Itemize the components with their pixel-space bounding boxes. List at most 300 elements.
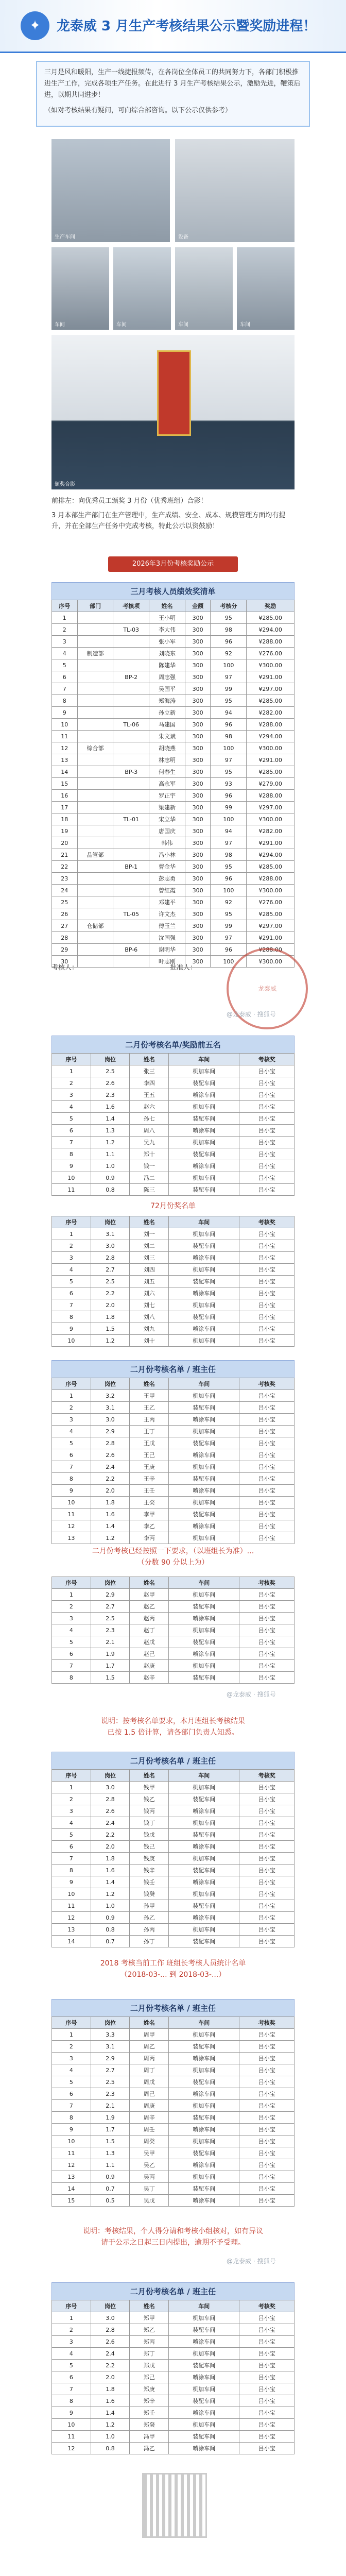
table-cell: 吕小宝 [239,1125,295,1137]
table-cell: 11 [52,1509,91,1520]
table-cell: TL-01 [113,814,149,825]
table-cell: 20 [52,837,78,849]
table-cell: 机加车间 [169,1924,239,1936]
table-header-row [52,1770,295,1782]
table-cell: 1.7 [91,1660,130,1672]
table-cell: 郑戊 [130,2360,169,2371]
table-cell: 邓建平 [149,896,185,908]
table-cell: 17 [52,802,78,814]
watermark: @龙泰威 · 搜狐号 [227,1011,276,1018]
table-cell: 张三 [130,1065,169,1077]
table-cell: 吕小宝 [239,1172,295,1184]
table-cell: 1.8 [91,1853,130,1865]
table-cell [77,731,113,742]
table-cell: BP-3 [113,766,149,778]
table-cell: 郑乙 [130,2324,169,2336]
caption-line1: 前排左：向优秀员工颁奖 3 月份（优秀班组）合影！ [51,497,207,505]
table-cell: 2.6 [91,1805,130,1817]
table-row [52,1065,295,1077]
table-cell: 装配车间 [169,1113,239,1125]
table-cell: 3.0 [91,1414,130,1426]
table-cell: 吴国平 [149,683,185,695]
table-row [52,2360,295,2371]
stamp-text: 龙泰威 [257,985,276,992]
table-cell [113,802,149,814]
table-cell: 吕小宝 [239,2395,295,2407]
table-row [52,2171,295,2183]
table-cell: 赵辛 [130,1672,169,1684]
table-row [52,1184,295,1196]
column-header: 车间 [169,1770,239,1782]
photo-top-left [51,139,170,242]
table-cell: 2 [52,1793,91,1805]
table-cell: 3 [52,1252,91,1264]
table-cell: ¥288.00 [247,719,295,731]
table-row [52,1113,295,1125]
table-cell: 郑壬 [130,2407,169,2419]
column-header: 岗位 [91,1054,130,1065]
table-cell: 郑甲 [130,2312,169,2324]
table-cell: 机加车间 [169,1817,239,1829]
table-cell: 吕小宝 [239,2336,295,2348]
table-cell: 1.5 [91,1323,130,1335]
table-cell: 1 [52,2312,91,2324]
table-row [52,1865,295,1876]
table-cell: 4 [52,2348,91,2360]
column-header: 序号 [52,1378,91,1390]
table-cell: 0.5 [91,2195,130,2207]
table-cell: 吕小宝 [239,1601,295,1613]
table-row [52,754,295,766]
table-cell: 吕小宝 [239,1865,295,1876]
table-cell: 林志明 [149,754,185,766]
table-cell: 19 [52,825,78,837]
table-cell: 冯甲 [130,2431,169,2443]
table-row [52,1137,295,1148]
table-cell: 吴丙 [130,2171,169,2183]
table-cell: 赵戊 [130,1636,169,1648]
table-cell: 2.5 [91,1276,130,1287]
table-cell: 郑癸 [130,2419,169,2431]
table-cell: 吕小宝 [239,2195,295,2207]
table-row [52,1335,295,1347]
table-cell: 2 [52,2041,91,2053]
table-cell: 2.7 [91,2064,130,2076]
table-cell: 刘晓东 [149,648,185,659]
table-cell: 7 [52,1660,91,1672]
table-cell [77,861,113,873]
table-cell: 25 [52,896,78,908]
table-cell: 2.4 [91,1461,130,1473]
table-row [52,1520,295,1532]
table-cell: 97 [211,754,247,766]
table-cell: 24 [52,885,78,896]
table-cell: 吕小宝 [239,1888,295,1900]
table-cell: 11 [52,2147,91,2159]
table-cell: 周庚 [130,2100,169,2112]
table-cell [113,790,149,802]
column-header: 金额 [185,600,211,612]
table-cell: 12 [52,1520,91,1532]
table-cell: 李乙 [130,1520,169,1532]
table-cell [77,659,113,671]
table-cell: 吕小宝 [239,2147,295,2159]
column-header: 岗位 [91,1577,130,1589]
table-cell: 郑辛 [130,2395,169,2407]
sheet1-table [51,600,295,968]
table-cell: ¥288.00 [247,944,295,956]
table-cell: 装配车间 [169,2147,239,2159]
table-row [52,932,295,944]
table-cell: 吕小宝 [239,2064,295,2076]
table-cell: 1.4 [91,1876,130,1888]
table-cell: ¥288.00 [247,873,295,885]
column-header: 序号 [52,1577,91,1589]
table-cell: 王己 [130,1449,169,1461]
table-cell: 16 [52,790,78,802]
table-cell: 9 [52,2407,91,2419]
table-cell: 300 [185,766,211,778]
table-cell [77,719,113,731]
table-cell: 钱丙 [130,1805,169,1817]
table-cell: 装配车间 [169,2183,239,2195]
table-cell: 1.4 [91,1520,130,1532]
table-cell: 喷涂车间 [169,2053,239,2064]
table-cell: 300 [185,742,211,754]
table-cell: 1.8 [91,1497,130,1509]
table-cell: 吕小宝 [239,1782,295,1793]
table-cell: 叶志刚 [149,956,185,968]
table-cell: 李丙 [130,1532,169,1544]
table-cell [113,932,149,944]
table-cell: 吕小宝 [239,1287,295,1299]
column-header: 考核奖 [239,2300,295,2312]
table-cell: 王壬 [130,1485,169,1497]
table-row [52,2147,295,2159]
table-cell: 喷涂车间 [169,1449,239,1461]
table-cell: 300 [185,683,211,695]
table-cell: 5 [52,1113,91,1125]
table-cell [77,624,113,636]
table-cell [113,636,149,648]
table-cell: 9 [52,2124,91,2136]
table-cell: 300 [185,837,211,849]
table-cell: 喷涂车间 [169,1287,239,1299]
table-cell: 2.7 [91,1601,130,1613]
table-cell: 3 [52,1089,91,1101]
table-cell [113,837,149,849]
table-cell: 30 [52,956,78,968]
table-row [52,1276,295,1287]
table-cell: 吕小宝 [239,1853,295,1865]
table-cell: 孙立新 [149,707,185,719]
table-cell: 郑丙 [130,2336,169,2348]
table-cell: 喷涂车间 [169,1089,239,1101]
table-cell: 5 [52,1437,91,1449]
table-cell: 10 [52,2419,91,2431]
table-cell: ¥300.00 [247,742,295,754]
table-f [51,2016,295,2207]
table-cell: 1.0 [91,1160,130,1172]
table-row [52,1311,295,1323]
table-cell: 吕小宝 [239,1660,295,1672]
table-cell: 吕小宝 [239,1335,295,1347]
table-cell: 1.9 [91,1648,130,1660]
table-cell: 2.9 [91,1426,130,1437]
table-cell: 周甲 [130,2029,169,2041]
table-cell: 13 [52,754,78,766]
table-cell: 0.9 [91,2171,130,2183]
table-cell: 装配车间 [169,1936,239,1947]
table-cell: ¥297.00 [247,683,295,695]
table-row [52,837,295,849]
table-cell: 1.6 [91,1865,130,1876]
table-cell: 吕小宝 [239,1829,295,1841]
table-cell: 刘五 [130,1276,169,1287]
table-cell: 喷涂车间 [169,1323,239,1335]
table-cell: 装配车间 [169,1672,239,1684]
table-cell: 装配车间 [169,2324,239,2336]
table-cell: 3.0 [91,2312,130,2324]
table-cell: 1.4 [91,2407,130,2419]
table-cell: 赵甲 [130,1589,169,1601]
table-c [51,1378,295,1544]
column-header: 车间 [169,1378,239,1390]
column-header: 序号 [52,2017,91,2029]
table-cell: 8 [52,2112,91,2124]
table-cell: 装配车间 [169,1402,239,1414]
table-cell: 300 [185,849,211,861]
column-header: 岗位 [91,2017,130,2029]
table-cell: 孙七 [130,1113,169,1125]
column-header: 岗位 [91,1378,130,1390]
qr-code-icon [142,2473,207,2538]
table-cell: 7 [52,683,78,695]
table-cell: 3.1 [91,2041,130,2053]
table-cell: 94 [211,707,247,719]
table-cell: 1.2 [91,1888,130,1900]
table-cell [77,944,113,956]
table-cell: 2.9 [91,2053,130,2064]
table-row [52,1125,295,1137]
table-row [52,731,295,742]
table-cell: 朱文斌 [149,731,185,742]
table-row [52,825,295,837]
table-cell: ¥291.00 [247,932,295,944]
table-row [52,814,295,825]
table-cell: 张小军 [149,636,185,648]
table-cell: 1.2 [91,1532,130,1544]
table-cell: 96 [211,636,247,648]
table-cell: 机加车间 [169,2136,239,2147]
table-cell: 喷涂车间 [169,2336,239,2348]
table-cell: 喷涂车间 [169,1613,239,1624]
table-cell: 机加车间 [169,1461,239,1473]
table-cell: 周乙 [130,2041,169,2053]
table-row [52,2336,295,2348]
table-cell: 机加车间 [169,1426,239,1437]
table-cell [113,612,149,624]
table-cell: 吕小宝 [239,2348,295,2360]
table-a [51,1053,295,1196]
table-cell: 8 [52,1311,91,1323]
table-cell: 2.0 [91,1485,130,1497]
table-cell: 15 [52,2195,91,2207]
table-cell: 吕小宝 [239,1426,295,1437]
table-cell: 0.8 [91,1924,130,1936]
table-cell: 3 [52,1613,91,1624]
table-cell: 11 [52,2431,91,2443]
table-cell: BP-1 [113,861,149,873]
column-header: 岗位 [91,1770,130,1782]
table-row [52,2029,295,2041]
table-row [52,1648,295,1660]
table-cell: 吕小宝 [239,2183,295,2195]
table-header-row [52,1378,295,1390]
table-cell: 喷涂车间 [169,1876,239,1888]
table-cell [113,778,149,790]
table-cell: 吕小宝 [239,1648,295,1660]
table-row [52,2100,295,2112]
table-row [52,612,295,624]
table-row [52,2053,295,2064]
table-cell: 李四 [130,1077,169,1089]
table-row [52,1160,295,1172]
table-cell: 4 [52,1264,91,1276]
table-cell: 2.8 [91,1793,130,1805]
table-g-title: 二月份考核名单 / 班主任 [51,2282,295,2301]
table-cell: 王戊 [130,1437,169,1449]
table-cell: 1.5 [91,1672,130,1684]
table-cell: 钱壬 [130,1876,169,1888]
table-cell: 王甲 [130,1390,169,1402]
table-cell: 300 [185,814,211,825]
table-cell: 喷涂车间 [169,1805,239,1817]
table-row [52,1252,295,1264]
photo-mid-3 [175,247,233,330]
table-cell: 周戊 [130,2076,169,2088]
table-cell: 机加车间 [169,1660,239,1672]
table-cell: 刘十 [130,1335,169,1347]
photo-label: 生产车间 [55,234,75,240]
table-cell: 梁建新 [149,802,185,814]
table-cell: 3 [52,2053,91,2064]
table-cell: 吕小宝 [239,1089,295,1101]
table-cell: 吕小宝 [239,1817,295,1829]
column-header: 车间 [169,1577,239,1589]
table-cell: 95 [211,766,247,778]
table-cell: 吕小宝 [239,1449,295,1461]
table-cell: 95 [211,861,247,873]
table-cell: BP-6 [113,944,149,956]
column-header: 姓名 [130,2300,169,2312]
table-row [52,636,295,648]
table-cell: 8 [52,1672,91,1684]
table-cell: 陈建华 [149,659,185,671]
table-cell: 钱甲 [130,1782,169,1793]
table-cell: 喷涂车间 [169,2159,239,2171]
table-cell: ¥291.00 [247,837,295,849]
table-cell [77,636,113,648]
table-cell: 1.0 [91,2431,130,2443]
table-cell: 1.6 [91,2395,130,2407]
photo-top-right [175,139,295,242]
table-cell: 3 [52,636,78,648]
table-cell: 吕小宝 [239,1228,295,1240]
table-row [52,1672,295,1684]
table-row [52,1323,295,1335]
table-cell: 王五 [130,1089,169,1101]
table-cell: BP-2 [113,671,149,683]
table-cell: 曾红霞 [149,885,185,896]
table-header-row [52,1216,295,1228]
column-header: 姓名 [130,1054,169,1065]
table-row [52,920,295,932]
table-cell: 10 [52,1172,91,1184]
table-cell: 95 [211,612,247,624]
table-cell: 3.3 [91,2029,130,2041]
table-cell: 300 [185,908,211,920]
table-cell: 2.3 [91,1624,130,1636]
table-cell: 周志强 [149,671,185,683]
table-cell: 吕小宝 [239,1509,295,1520]
table-row [52,2312,295,2324]
photo-mid-2 [113,247,171,330]
table-cell: 28 [52,932,78,944]
table-cell: 1 [52,1228,91,1240]
table-cell: 2.0 [91,1841,130,1853]
table-cell: 机加车间 [169,1228,239,1240]
table-cell: 装配车间 [169,1240,239,1252]
table-row [52,802,295,814]
table-cell: 综合部 [77,742,113,754]
table-row [52,1876,295,1888]
table-cell: 300 [185,790,211,802]
table-cell [77,873,113,885]
table-cell: 8 [52,695,78,707]
table-cell: 1 [52,612,78,624]
table-cell: ¥297.00 [247,802,295,814]
table-row [52,671,295,683]
table-cell: 周丙 [130,2053,169,2064]
table-cell: 王丁 [130,1426,169,1437]
table-cell: 7 [52,1461,91,1473]
table-cell: 0.9 [91,1172,130,1184]
table-row [52,2112,295,2124]
table-cell: 18 [52,814,78,825]
table-header-row [52,2300,295,2312]
table-cell: 7 [52,1137,91,1148]
table-cell: 机加车间 [169,1137,239,1148]
column-header: 考核奖 [239,1378,295,1390]
table-cell: 2.2 [91,1473,130,1485]
table-cell: 95 [211,695,247,707]
table-cell: 8 [52,1473,91,1485]
table-cell: 罗正宇 [149,790,185,802]
column-header: 考核奖 [239,1577,295,1589]
table-cell: 机加车间 [169,1624,239,1636]
column-header: 考核奖 [239,1216,295,1228]
table-row [52,648,295,659]
table-cell: 吕小宝 [239,1240,295,1252]
table-cell: ¥300.00 [247,885,295,896]
table-cell [113,695,149,707]
table-cell: 机加车间 [169,2064,239,2076]
table-cell: ¥285.00 [247,612,295,624]
column-header: 考核项 [113,600,149,612]
column-header: 部门 [77,600,113,612]
table-header-row [52,600,295,612]
